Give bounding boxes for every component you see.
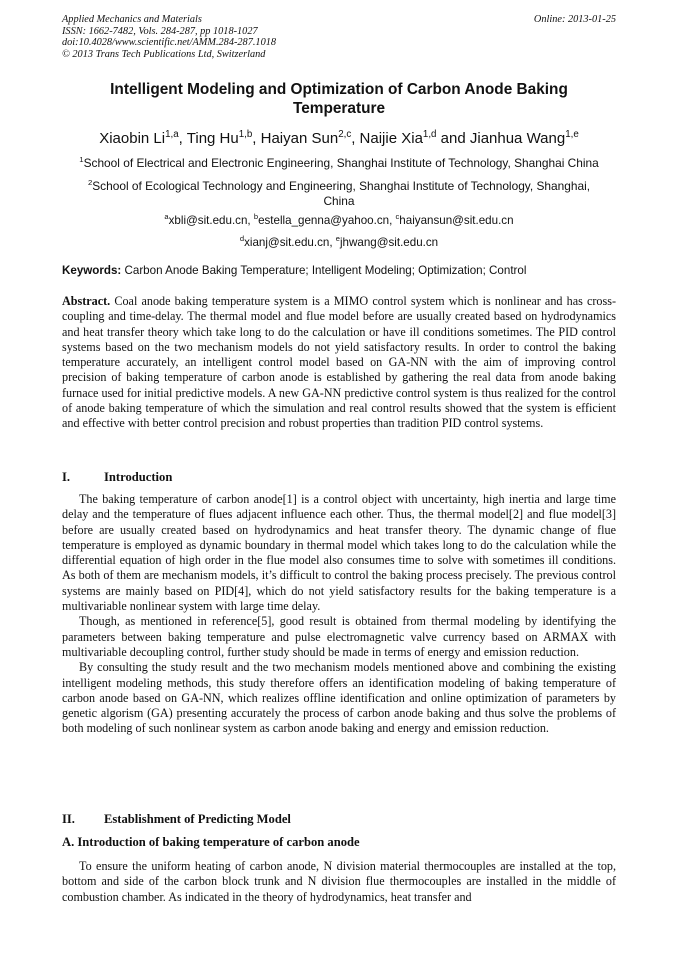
author-separator: , — [178, 130, 187, 147]
author-affil-mark: 1,d — [422, 129, 437, 140]
paragraph: By consulting the study result and the two mechanism models mentioned above and combining the existing intelligent modeling methods, this study therefore offers an identification modeling of baking temperature of carbon anode based on GA-NN, which realizes offline identification and online optimization of parameters by genetic algorism (GA) presenting accurately the process of carbon anode baking and thus solve the problems of both modeling of such nonlinear system as carbon anode baking and energy and emission reduction. — [62, 660, 616, 736]
author-affil-mark: 2,c — [338, 129, 352, 140]
email-address: estella_genna@yahoo.cn, — [258, 214, 396, 227]
journal-header — [62, 14, 276, 60]
paragraph: The baking temperature of carbon anode[1] is a control object with uncertainty, high inertia and large time delay and the temperature of flues adjacent influence each other. Thus, the thermal model[2] and flue model[3] before are usually created based on hydrodynamics and heat transfer theory. The dynamic change of flue temperature is employed as dynamic boundary in thermal model which takes long to do the calculation while the differential equation of high order in the flue model also consumes time to solve with sometimes ill conditions. As both of them are mechanism models, it’s difficult to control the baking process precisely. The previous control systems are mainly based on PID[4], which do not yield satisfactory results for the baking temperature is a multivariable nonlinear system with large time delay. — [62, 492, 616, 614]
author-name: Naijie Xia — [359, 130, 423, 147]
email-line-1 — [62, 214, 616, 228]
email-mark: c — [395, 212, 400, 222]
author-affil-mark: 1,a — [165, 129, 179, 140]
email-mark: b — [253, 212, 259, 222]
paragraph: To ensure the uniform heating of carbon anode, N division material thermocouples are installed at the top, bottom and side of the carbon block trunk and N division flue thermocouples are installed in the middle of combustion chamber. As indicated in the theory of hydrodynamics, heat transfer and — [62, 859, 616, 904]
paper-title-line2: Temperature — [292, 100, 386, 117]
email-address: haiyansun@sit.edu.cn — [399, 214, 514, 227]
section-title: Establishment of Predicting Model — [104, 812, 291, 826]
author-name: Haiyan Sun — [260, 130, 339, 147]
affiliation-text: School of Ecological Technology and Engineering, Shanghai Institute of Technology, Shanghai, — [92, 179, 591, 193]
paragraph: Though, as mentioned in reference[5], good result is obtained from thermal modeling by identifying the parameters between baking temperature and pulse electromagnetic valve currency based on ARMAX with multivariable decoupling control, further study should be made in terms of energy and emission reduction. — [62, 614, 616, 659]
email-mark: e — [335, 234, 340, 244]
keywords-text: Carbon Anode Baking Temperature; Intelligent Modeling; Optimization; Control — [121, 264, 527, 277]
introduction-body — [62, 492, 616, 737]
author-separator: and — [436, 130, 470, 147]
abstract-label: Abstract. — [62, 294, 111, 308]
author-name: Ting Hu — [186, 130, 239, 147]
affiliation-1 — [62, 156, 616, 171]
affiliation-mark: 1 — [79, 155, 84, 165]
email-address: xianj@sit.edu.cn, — [244, 236, 336, 249]
author-affil-mark: 1,e — [565, 129, 579, 140]
subsection-heading-a: A. Introduction of baking temperature of carbon anode — [62, 835, 360, 849]
author-separator: , — [351, 130, 360, 147]
section-number: I. — [62, 470, 71, 484]
author-separator: , — [252, 130, 261, 147]
section-heading-predicting-model — [62, 812, 616, 827]
section-title: Introduction — [104, 470, 173, 484]
author-list — [62, 130, 616, 148]
author-name: Xiaobin Li — [99, 130, 166, 147]
paper-title — [62, 80, 616, 118]
author-affil-mark: 1,b — [238, 129, 253, 140]
journal-issn: ISSN: 1662-7482, Vols. 284-287, pp 1018-1027 — [62, 25, 258, 37]
email-address: xbli@sit.edu.cn, — [168, 214, 254, 227]
affiliation-mark: 2 — [87, 178, 93, 188]
affiliation-text: School of Electrical and Electronic Engineering, Shanghai Institute of Technology, Shanghai China — [83, 156, 599, 170]
affiliation-2 — [62, 179, 616, 208]
email-line-2 — [62, 236, 616, 250]
email-address: jhwang@sit.edu.cn — [339, 236, 439, 249]
affiliation-text-cont: China — [323, 193, 355, 208]
section-heading-introduction — [62, 470, 616, 485]
journal-name: Applied Mechanics and Materials — [62, 14, 202, 25]
journal-copyright: © 2013 Trans Tech Publications Ltd, Switzerland — [62, 48, 266, 60]
subsection-a-body — [62, 859, 616, 905]
paper-title-line1: Intelligent Modeling and Optimization of Carbon Anode Baking — [110, 81, 568, 98]
keywords — [62, 264, 616, 278]
email-mark: d — [239, 234, 245, 244]
abstract — [62, 294, 616, 432]
email-mark: a — [164, 212, 169, 222]
section-number: II. — [62, 812, 75, 826]
author-name: Jianhua Wang — [469, 130, 566, 147]
keywords-label: Keywords: — [62, 264, 122, 277]
abstract-text: Coal anode baking temperature system is a MIMO control system which is nonlinear and has cross-coupling and time-delay. The thermal model and flue model before are usually created based on hydrodynamics and heat transfer theory which take long to do the calculation or have ill conditions sometimes. The PID control systems based on the two mechanism models do not yield satisfactory results. In order to control the baking temperature accurately, an intelligent control model based on GA-NN with the aim of improving control precision of baking temperature of carbon anode is established by gathering the real data from anode baking furnace used for initial predictive models. A new GA-NN predictive control system is thus realized for the control of anode baking temperature of which the simulation and real control results showed that the system is efficient and effective with better control precision and robust properties than tradition PID control systems. — [62, 294, 616, 431]
online-date: Online: 2013-01-25 — [533, 14, 616, 25]
journal-doi: doi:10.4028/www.scientific.net/AMM.284-287.1018 — [62, 37, 277, 49]
